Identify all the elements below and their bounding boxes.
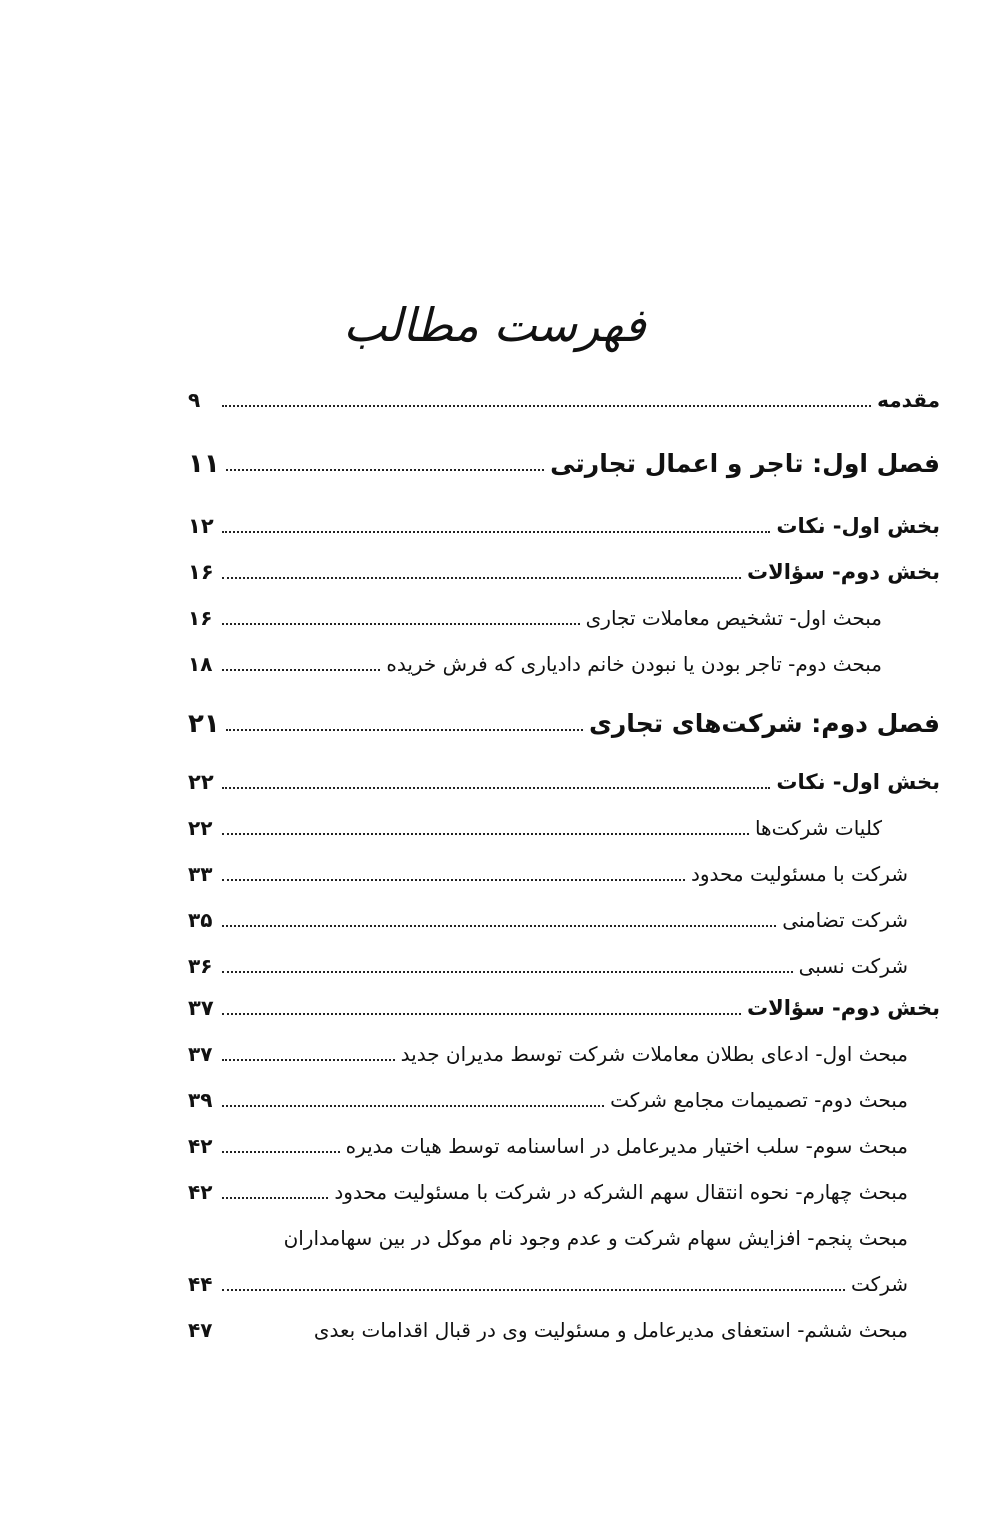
toc-entry-section[interactable] [188,1314,908,1346]
toc-entry-section[interactable] [188,648,908,680]
toc-entry-section[interactable] [188,1176,908,1208]
toc-entry-page: ۱۲ [188,514,214,538]
toc-entry-page: ۴۲ [188,1180,213,1204]
toc-entry-section[interactable] [188,812,908,844]
toc-entry-page: ۴۷ [188,1318,213,1342]
toc-entry-label: بخش اول- نکات [776,770,940,794]
toc-entry-label: مبحث اول- ادعای بطلان معاملات شرکت توسط مدیران جدید [400,1042,908,1066]
toc-entry-page: ۱۱ [188,449,220,479]
toc-entry-label: مبحث دوم- تاجر بودن یا نبودن خانم دادیاری که فرش خریده [386,652,882,676]
toc-entry-section[interactable] [188,1038,908,1070]
toc-entry-section[interactable] [188,858,908,890]
dot-leader [222,787,770,789]
toc-entry-label: مبحث اول- تشخیص معاملات تجاری [585,606,882,630]
toc-entry-intro[interactable] [188,384,940,416]
dot-leader [226,469,544,471]
dot-leader [222,925,776,927]
toc-entry-page: ۳۶ [188,954,213,978]
toc-entry-page: ۴۴ [188,1272,213,1296]
page-title: فهرست مطالب [343,298,646,352]
toc-entry-label: بخش دوم- سؤالات [746,560,940,584]
toc-entry-page: ۳۷ [188,1042,213,1066]
dot-leader [222,405,871,407]
dot-leader [222,1197,328,1199]
toc-entry-part[interactable] [188,510,940,542]
toc-entry-page: ۹ [188,388,201,412]
toc-entry-page: ۳۹ [188,1088,213,1112]
toc-entry-page: ۱۶ [188,606,213,630]
toc-entry-part[interactable] [188,766,940,798]
toc-entry-section-continuation[interactable] [188,1268,908,1300]
toc-entry-label: بخش اول- نکات [776,514,940,538]
toc-entry-label: مبحث ششم- استعفای مدیرعامل و مسئولیت وی در قبال اقدامات بعدی [313,1318,908,1342]
dot-leader [222,577,741,579]
toc-entry-label: شرکت تضامنی [782,908,908,932]
toc-entry-label: شرکت نسبی [798,954,908,978]
toc-entry-page: ۳۳ [188,862,213,886]
toc-entry-section[interactable] [188,1130,908,1162]
toc-entry-part[interactable] [188,556,940,588]
toc-entry-page: ۱۶ [188,560,214,584]
toc-entry-label: مبحث چهارم- نحوه انتقال سهم الشرکه در شرکت با مسئولیت محدود [334,1180,908,1204]
toc-entry-chapter-1[interactable] [188,448,940,480]
toc-entry-page: ۲۲ [188,770,214,794]
toc-entry-label: فصل دوم: شرکت‌های تجاری [589,709,940,738]
toc-entry-section[interactable] [188,1084,908,1116]
toc-entry-section-wrapped[interactable] [188,1222,908,1254]
dot-leader [222,1151,340,1153]
toc-entry-page: ۴۲ [188,1134,213,1158]
toc-entry-section[interactable] [188,904,908,936]
toc-entry-page: ۱۸ [188,652,213,676]
toc-entry-label: بخش دوم- سؤالات [746,996,940,1020]
toc-entry-label: فصل اول: تاجر و اعمال تجارتی [550,449,940,478]
dot-leader [222,1059,395,1061]
dot-leader [222,833,749,835]
dot-leader [226,729,583,731]
dot-leader [222,623,580,625]
toc-entry-chapter-2[interactable] [188,708,940,740]
dot-leader [222,1105,604,1107]
toc-entry-label: مبحث پنجم- افزایش سهام شرکت و عدم وجود نام موکل در بین سهامداران [283,1226,908,1250]
dot-leader [222,531,770,533]
toc-entry-section[interactable] [188,602,908,634]
toc-entry-label: مقدمه [877,388,940,412]
toc-entry-label: مبحث سوم- سلب اختیار مدیرعامل در اساسنامه توسط هیات مدیره [345,1134,908,1158]
toc-entry-label: شرکت [851,1272,908,1296]
toc-entry-page: ۲۲ [188,816,213,840]
dot-leader [222,1289,845,1291]
toc-entry-part[interactable] [188,992,940,1024]
toc-entry-page: ۳۷ [188,996,214,1020]
toc-entry-page: ۲۱ [188,709,220,739]
dot-leader [222,879,685,881]
toc-entry-label: مبحث دوم- تصمیمات مجامع شرکت [610,1088,908,1112]
toc-entry-label: شرکت با مسئولیت محدود [690,862,908,886]
toc-entry-label: کلیات شرکت‌ها [754,816,882,840]
toc-entry-section[interactable] [188,950,908,982]
dot-leader [222,971,793,973]
dot-leader [222,669,380,671]
dot-leader [222,1013,741,1015]
toc-entry-page: ۳۵ [188,908,213,932]
